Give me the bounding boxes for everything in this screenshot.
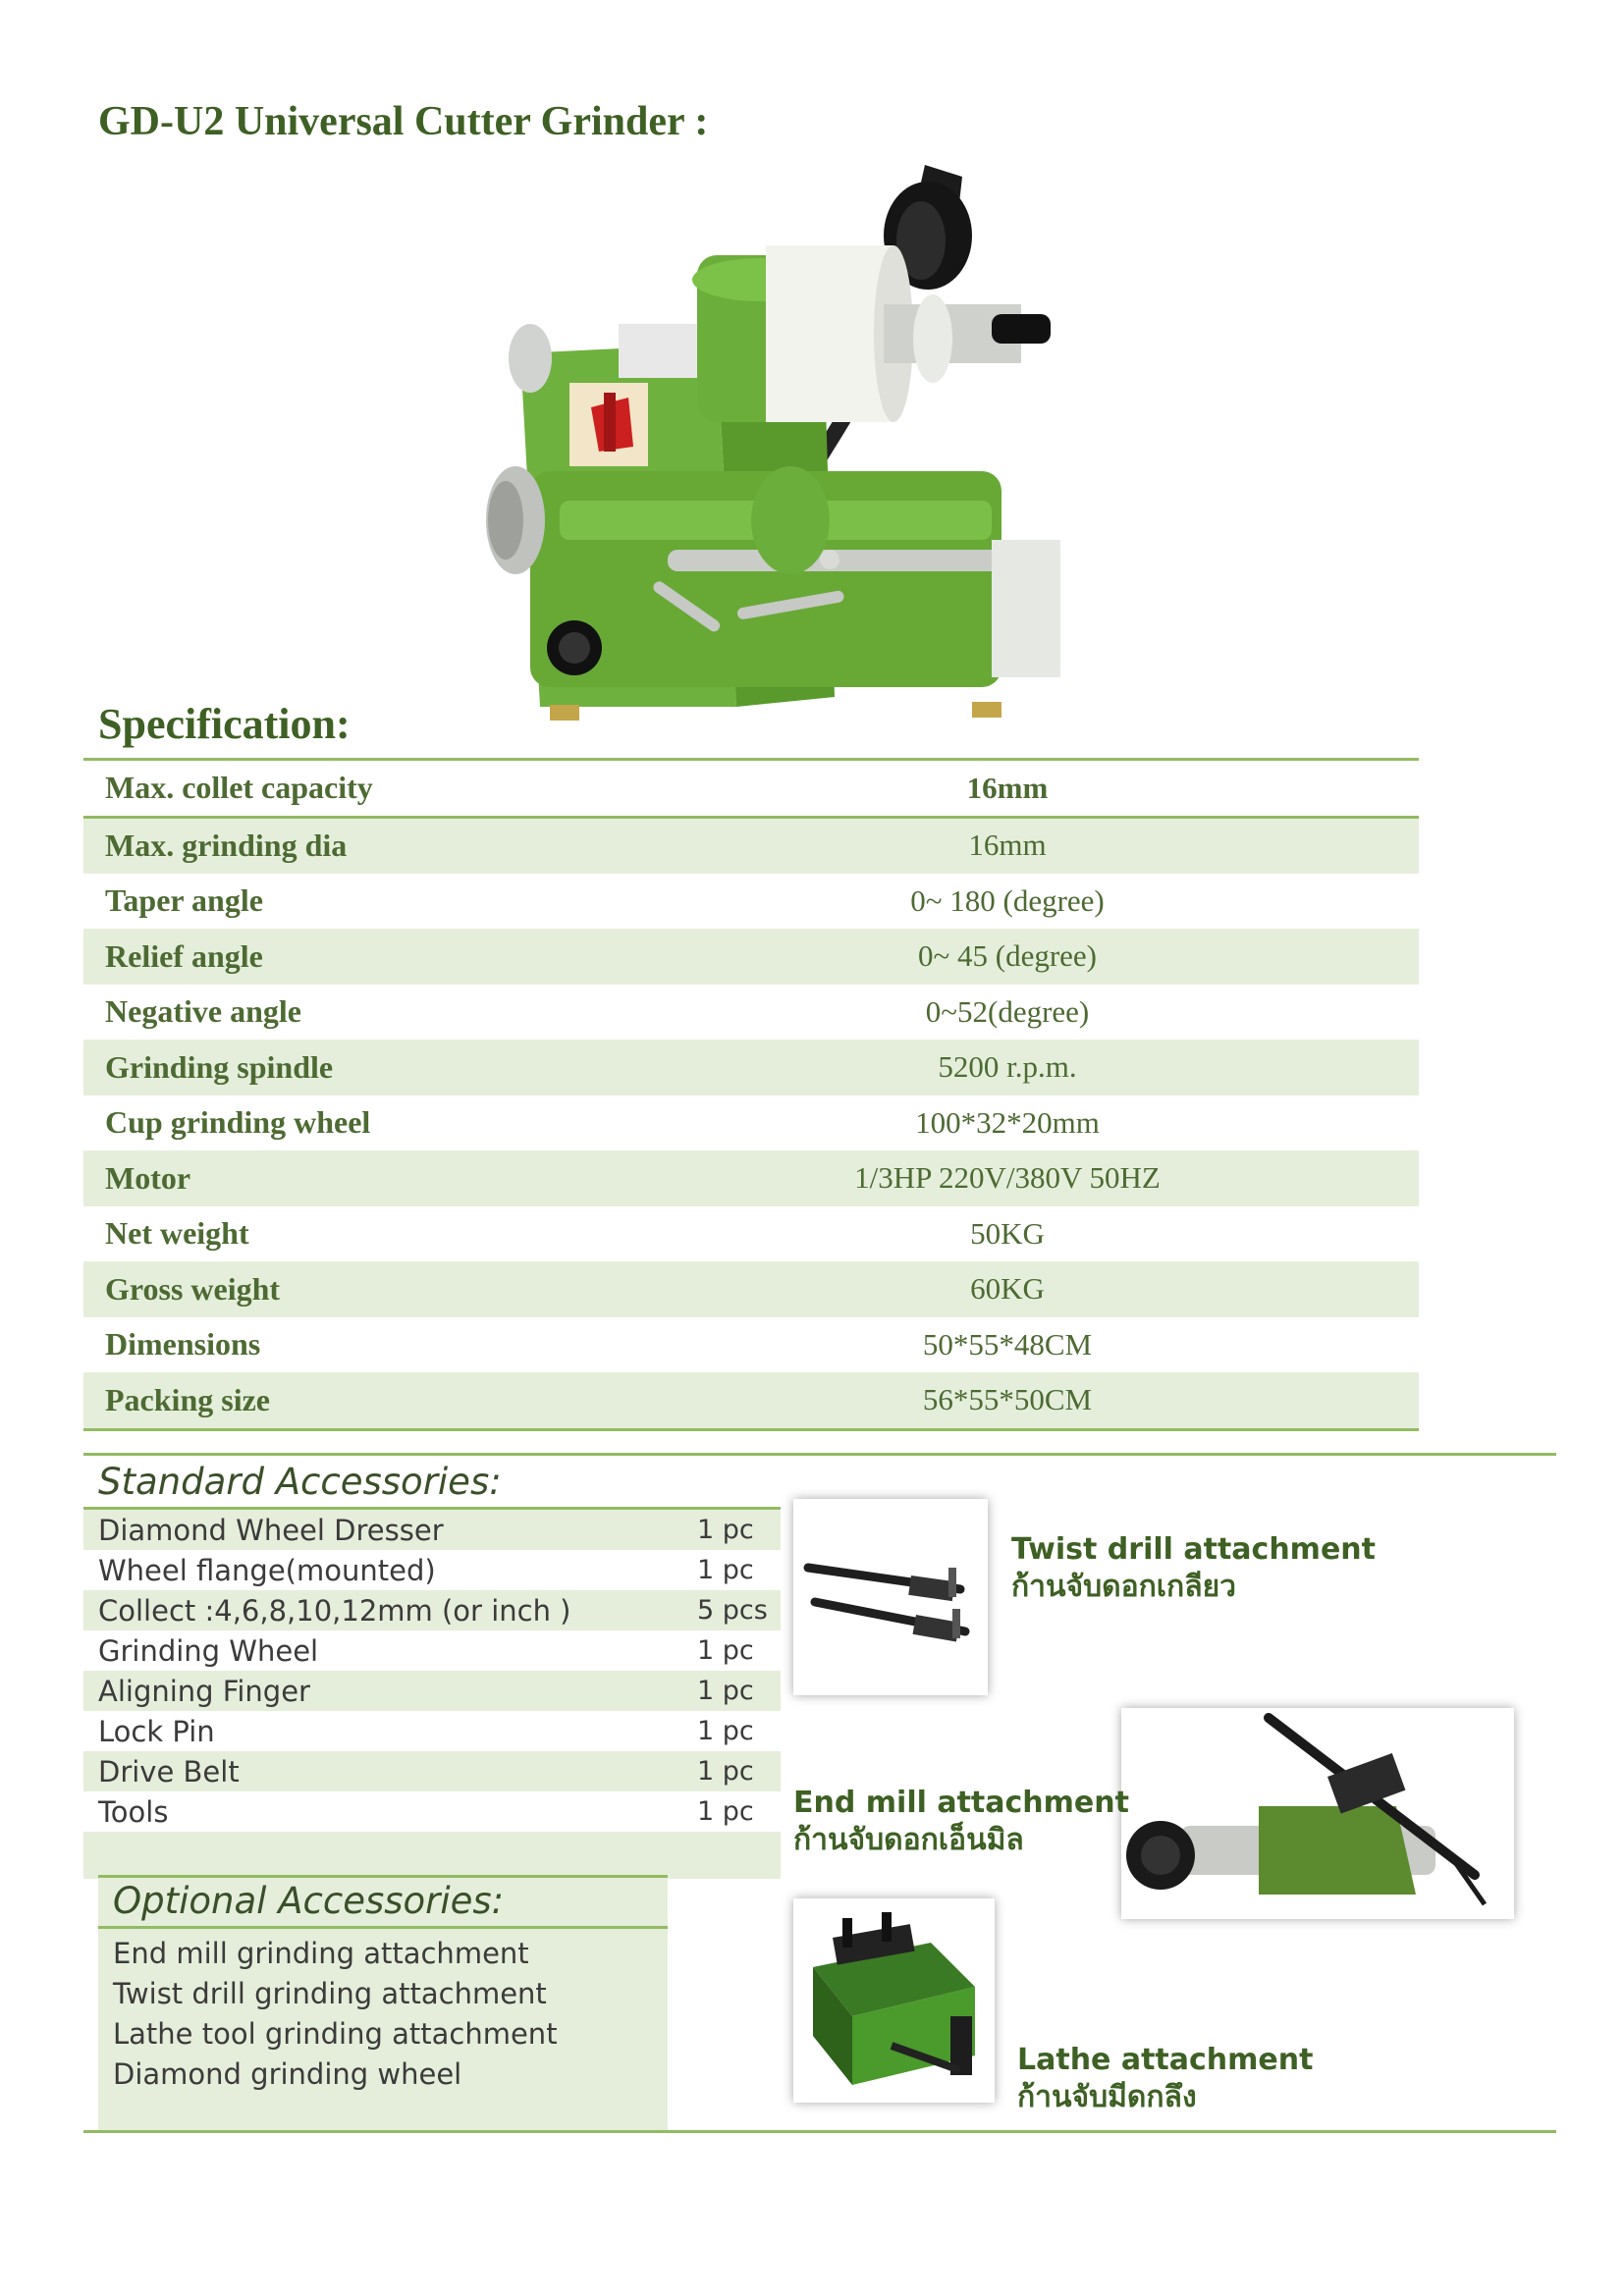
caption-th: ก้านจับดอกเอ็นมิล bbox=[793, 1823, 1024, 1857]
caption-th: ก้านจับดอกเกลียว bbox=[1011, 1570, 1237, 1604]
list-item bbox=[83, 1791, 781, 1832]
list-item bbox=[83, 1590, 781, 1630]
accessory-qty: 1 pc bbox=[697, 1676, 754, 1706]
table-row bbox=[83, 1041, 1419, 1096]
table-row bbox=[83, 819, 1419, 875]
spec-label: Negative angle bbox=[105, 993, 301, 1030]
accessory-qty: 1 pc bbox=[697, 1515, 754, 1545]
accessory-qty: 1 pc bbox=[697, 1796, 754, 1827]
list-item bbox=[83, 1550, 781, 1590]
list-item bbox=[83, 1510, 781, 1550]
accessory-qty: 1 pc bbox=[697, 1635, 754, 1666]
spec-value: 5200 r.p.m. bbox=[938, 1049, 1077, 1085]
spec-label: Motor bbox=[105, 1159, 191, 1196]
grinder-machine-image bbox=[442, 147, 1119, 726]
table-row bbox=[83, 761, 1419, 819]
table-row bbox=[83, 1262, 1419, 1318]
table-row bbox=[83, 1095, 1419, 1151]
table-row bbox=[83, 1373, 1419, 1429]
spec-value: 50*55*48CM bbox=[922, 1326, 1093, 1362]
table-row bbox=[83, 874, 1419, 930]
list-item bbox=[83, 1671, 781, 1711]
end-mill-attachment-caption bbox=[793, 1785, 1129, 1859]
caption-en: Lathe attachment bbox=[1017, 2043, 1314, 2077]
table-row bbox=[83, 930, 1419, 986]
bottom-divider bbox=[83, 2130, 1556, 2133]
spec-value: 16mm bbox=[968, 828, 1047, 863]
spec-value: 0~52(degree) bbox=[925, 993, 1090, 1029]
list-item bbox=[83, 1630, 781, 1671]
spec-value: 16mm bbox=[966, 770, 1049, 805]
spec-value: 56*55*50CM bbox=[922, 1382, 1093, 1417]
accessory-name: Collect :4,6,8,10,12mm (or inch ) bbox=[98, 1593, 571, 1628]
spec-value: 50KG bbox=[970, 1215, 1045, 1251]
spec-label: Gross weight bbox=[105, 1270, 281, 1307]
spec-label: Relief angle bbox=[105, 937, 263, 974]
caption-th: ก้านจับมีดกลึง bbox=[1017, 2080, 1197, 2114]
accessory-name: Tools bbox=[98, 1794, 169, 1829]
twist-drill-attachment-image bbox=[793, 1499, 988, 1695]
accessory-name: Grinding Wheel bbox=[98, 1633, 319, 1668]
spec-label: Grinding spindle bbox=[105, 1048, 334, 1085]
accessory-name: Aligning Finger bbox=[98, 1674, 310, 1708]
end-mill-attachment-image bbox=[1121, 1708, 1514, 1919]
specification-table bbox=[83, 758, 1419, 1431]
table-row bbox=[83, 1317, 1419, 1373]
spec-label: Dimensions bbox=[105, 1326, 261, 1362]
accessory-name: Wheel flange(mounted) bbox=[98, 1553, 436, 1587]
list-item: Lathe tool grinding attachment bbox=[113, 2017, 558, 2051]
spec-value: 0~ 180 (degree) bbox=[910, 882, 1105, 918]
optional-accessories-list bbox=[113, 1934, 558, 2095]
list-item bbox=[83, 1751, 781, 1791]
accessory-qty: 1 pc bbox=[697, 1555, 754, 1585]
accessory-name: Lock Pin bbox=[98, 1714, 215, 1748]
accessory-qty: 1 pc bbox=[697, 1756, 754, 1787]
accessory-qty: 5 pcs bbox=[697, 1595, 768, 1626]
twist-drill-attachment-caption bbox=[1011, 1531, 1376, 1606]
list-item-empty bbox=[83, 1832, 781, 1879]
lathe-attachment-image bbox=[793, 1898, 995, 2103]
standard-accessories-heading: Standard Accessories: bbox=[98, 1461, 502, 1503]
list-item: Twist drill grinding attachment bbox=[113, 1977, 547, 2010]
spec-value: 60KG bbox=[970, 1271, 1045, 1307]
accessory-name: Drive Belt bbox=[98, 1754, 240, 1789]
specification-heading: Specification: bbox=[98, 700, 351, 748]
accessory-qty: 1 pc bbox=[697, 1716, 754, 1746]
page-title: GD-U2 Universal Cutter Grinder : bbox=[98, 99, 709, 144]
spec-label: Cup grinding wheel bbox=[105, 1104, 371, 1141]
spec-value: 0~ 45 (degree) bbox=[917, 938, 1098, 974]
list-item: End mill grinding attachment bbox=[113, 1937, 529, 1970]
table-row bbox=[83, 1206, 1419, 1262]
section-divider bbox=[83, 1453, 1556, 1456]
spec-label: Net weight bbox=[105, 1215, 249, 1252]
standard-accessories-table bbox=[83, 1507, 781, 1879]
lathe-attachment-caption bbox=[1017, 2042, 1313, 2116]
spec-label: Max. grinding dia bbox=[105, 827, 348, 863]
spec-label: Packing size bbox=[105, 1381, 270, 1417]
table-row bbox=[83, 1151, 1419, 1207]
spec-value: 100*32*20mm bbox=[915, 1104, 1100, 1140]
caption-en: Twist drill attachment bbox=[1011, 1532, 1376, 1567]
spec-value: 1/3HP 220V/380V 50HZ bbox=[854, 1160, 1161, 1196]
optional-divider bbox=[98, 1926, 668, 1929]
accessory-name: Diamond Wheel Dresser bbox=[98, 1513, 444, 1547]
list-item: Diamond grinding wheel bbox=[113, 2057, 462, 2091]
optional-accessories-heading: Optional Accessories: bbox=[113, 1880, 505, 1922]
spec-label: Taper angle bbox=[105, 882, 263, 919]
spec-label: Max. collet capacity bbox=[105, 770, 373, 806]
table-row bbox=[83, 985, 1419, 1041]
caption-en: End mill attachment bbox=[793, 1786, 1129, 1820]
list-item bbox=[83, 1711, 781, 1751]
